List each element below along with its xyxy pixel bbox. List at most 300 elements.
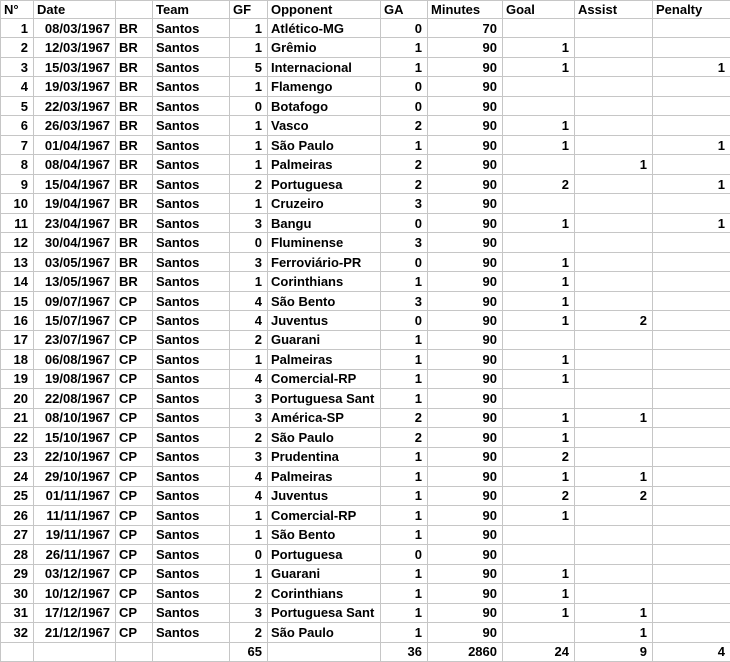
cell-goal[interactable]: [503, 19, 575, 38]
cell-ga[interactable]: 1: [381, 486, 428, 505]
cell-opponent[interactable]: São Bento: [268, 525, 381, 544]
cell-penalty[interactable]: [653, 486, 730, 505]
cell-date[interactable]: 15/10/1967: [34, 428, 116, 447]
cell-gf[interactable]: 1: [230, 506, 268, 525]
cell-ga[interactable]: 0: [381, 19, 428, 38]
cell-minutes[interactable]: 90: [428, 96, 503, 115]
cell-gf[interactable]: 1: [230, 116, 268, 135]
cell-minutes[interactable]: 90: [428, 428, 503, 447]
cell-team[interactable]: Santos: [153, 525, 230, 544]
cell-team[interactable]: Santos: [153, 272, 230, 291]
cell-gf[interactable]: 2: [230, 623, 268, 642]
cell-date[interactable]: 06/08/1967: [34, 350, 116, 369]
cell-penalty[interactable]: [653, 447, 730, 466]
cell-goal[interactable]: 1: [503, 428, 575, 447]
cell-goal[interactable]: 1: [503, 506, 575, 525]
cell-opponent[interactable]: Guarani: [268, 330, 381, 349]
cell-team[interactable]: Santos: [153, 19, 230, 38]
cell-goal[interactable]: [503, 77, 575, 96]
cell-team[interactable]: [153, 642, 230, 662]
cell-assist[interactable]: [575, 525, 653, 544]
cell-assist[interactable]: [575, 213, 653, 232]
cell-date[interactable]: 19/08/1967: [34, 369, 116, 388]
cell-opponent[interactable]: Portuguesa Sant: [268, 603, 381, 622]
cell-ga[interactable]: 1: [381, 272, 428, 291]
cell-goal[interactable]: 1: [503, 369, 575, 388]
cell-date[interactable]: 26/03/1967: [34, 116, 116, 135]
cell-date[interactable]: 30/04/1967: [34, 233, 116, 252]
cell-assist[interactable]: [575, 116, 653, 135]
cell-minutes[interactable]: 90: [428, 350, 503, 369]
cell-ga[interactable]: 36: [381, 642, 428, 662]
cell-date[interactable]: 29/10/1967: [34, 467, 116, 486]
cell-team[interactable]: Santos: [153, 467, 230, 486]
cell-assist[interactable]: 1: [575, 155, 653, 174]
cell-goal[interactable]: [503, 623, 575, 642]
cell-gf[interactable]: 2: [230, 174, 268, 193]
cell-ga[interactable]: 2: [381, 174, 428, 193]
cell-goal[interactable]: 1: [503, 38, 575, 57]
cell-ga[interactable]: 1: [381, 350, 428, 369]
cell-goal[interactable]: 1: [503, 272, 575, 291]
cell-goal[interactable]: 1: [503, 408, 575, 427]
cell-ga[interactable]: 1: [381, 564, 428, 583]
cell-penalty[interactable]: 4: [653, 642, 730, 662]
cell-opponent[interactable]: Portuguesa: [268, 174, 381, 193]
cell-comp[interactable]: CP: [116, 389, 153, 408]
cell-team[interactable]: Santos: [153, 174, 230, 193]
cell-goal[interactable]: [503, 155, 575, 174]
cell-ga[interactable]: 0: [381, 77, 428, 96]
cell-ga[interactable]: 0: [381, 96, 428, 115]
cell-opponent[interactable]: Comercial-RP: [268, 369, 381, 388]
column-header-team[interactable]: Team: [153, 1, 230, 19]
cell-ga[interactable]: 1: [381, 525, 428, 544]
cell-comp[interactable]: CP: [116, 623, 153, 642]
cell-opponent[interactable]: Internacional: [268, 57, 381, 76]
cell-goal[interactable]: 1: [503, 584, 575, 603]
cell-goal[interactable]: 1: [503, 291, 575, 310]
cell-assist[interactable]: [575, 252, 653, 271]
cell-n[interactable]: 9: [1, 174, 34, 193]
cell-opponent[interactable]: Guarani: [268, 564, 381, 583]
cell-n[interactable]: 12: [1, 233, 34, 252]
cell-gf[interactable]: 3: [230, 389, 268, 408]
cell-minutes[interactable]: 90: [428, 623, 503, 642]
cell-comp[interactable]: CP: [116, 486, 153, 505]
cell-n[interactable]: 11: [1, 213, 34, 232]
cell-team[interactable]: Santos: [153, 389, 230, 408]
cell-team[interactable]: Santos: [153, 506, 230, 525]
cell-opponent[interactable]: Flamengo: [268, 77, 381, 96]
cell-opponent[interactable]: São Paulo: [268, 135, 381, 154]
cell-comp[interactable]: CP: [116, 467, 153, 486]
column-header-n[interactable]: N°: [1, 1, 34, 19]
cell-n[interactable]: 19: [1, 369, 34, 388]
cell-comp[interactable]: BR: [116, 38, 153, 57]
cell-gf[interactable]: 4: [230, 486, 268, 505]
cell-goal[interactable]: [503, 233, 575, 252]
cell-goal[interactable]: 1: [503, 467, 575, 486]
cell-n[interactable]: 20: [1, 389, 34, 408]
cell-penalty[interactable]: 1: [653, 174, 730, 193]
cell-opponent[interactable]: Juventus: [268, 486, 381, 505]
cell-comp[interactable]: BR: [116, 233, 153, 252]
cell-n[interactable]: 10: [1, 194, 34, 213]
cell-goal[interactable]: 1: [503, 564, 575, 583]
cell-ga[interactable]: 1: [381, 330, 428, 349]
cell-gf[interactable]: 1: [230, 155, 268, 174]
cell-minutes[interactable]: 90: [428, 57, 503, 76]
cell-assist[interactable]: [575, 77, 653, 96]
cell-penalty[interactable]: [653, 252, 730, 271]
cell-date[interactable]: 15/07/1967: [34, 311, 116, 330]
cell-assist[interactable]: [575, 57, 653, 76]
cell-gf[interactable]: 1: [230, 19, 268, 38]
cell-ga[interactable]: 2: [381, 155, 428, 174]
cell-minutes[interactable]: 90: [428, 545, 503, 564]
cell-gf[interactable]: 4: [230, 291, 268, 310]
cell-team[interactable]: Santos: [153, 135, 230, 154]
cell-minutes[interactable]: 90: [428, 135, 503, 154]
cell-team[interactable]: Santos: [153, 447, 230, 466]
cell-team[interactable]: Santos: [153, 584, 230, 603]
cell-gf[interactable]: 5: [230, 57, 268, 76]
cell-n[interactable]: 22: [1, 428, 34, 447]
cell-team[interactable]: Santos: [153, 428, 230, 447]
column-header-penalty[interactable]: Penalty: [653, 1, 730, 19]
cell-gf[interactable]: 1: [230, 194, 268, 213]
cell-gf[interactable]: 4: [230, 311, 268, 330]
cell-assist[interactable]: 2: [575, 311, 653, 330]
cell-n[interactable]: 25: [1, 486, 34, 505]
cell-assist[interactable]: [575, 428, 653, 447]
cell-penalty[interactable]: [653, 291, 730, 310]
cell-team[interactable]: Santos: [153, 38, 230, 57]
cell-gf[interactable]: 2: [230, 428, 268, 447]
cell-penalty[interactable]: [653, 389, 730, 408]
cell-goal[interactable]: 1: [503, 57, 575, 76]
cell-goal[interactable]: 1: [503, 213, 575, 232]
cell-n[interactable]: 3: [1, 57, 34, 76]
cell-opponent[interactable]: Cruzeiro: [268, 194, 381, 213]
cell-opponent[interactable]: Portuguesa Sant: [268, 389, 381, 408]
cell-date[interactable]: 03/05/1967: [34, 252, 116, 271]
cell-ga[interactable]: 1: [381, 506, 428, 525]
cell-penalty[interactable]: [653, 525, 730, 544]
cell-assist[interactable]: 2: [575, 486, 653, 505]
cell-opponent[interactable]: Portuguesa: [268, 545, 381, 564]
cell-n[interactable]: 4: [1, 77, 34, 96]
cell-minutes[interactable]: 90: [428, 272, 503, 291]
cell-date[interactable]: 22/10/1967: [34, 447, 116, 466]
cell-minutes[interactable]: 90: [428, 584, 503, 603]
cell-n[interactable]: 26: [1, 506, 34, 525]
cell-penalty[interactable]: [653, 330, 730, 349]
cell-date[interactable]: 17/12/1967: [34, 603, 116, 622]
cell-opponent[interactable]: Juventus: [268, 311, 381, 330]
cell-n[interactable]: 23: [1, 447, 34, 466]
cell-gf[interactable]: 3: [230, 213, 268, 232]
cell-assist[interactable]: [575, 506, 653, 525]
cell-ga[interactable]: 1: [381, 38, 428, 57]
cell-ga[interactable]: 1: [381, 447, 428, 466]
cell-ga[interactable]: 3: [381, 233, 428, 252]
cell-opponent[interactable]: Grêmio: [268, 38, 381, 57]
cell-comp[interactable]: CP: [116, 350, 153, 369]
cell-minutes[interactable]: 90: [428, 389, 503, 408]
cell-goal[interactable]: 2: [503, 447, 575, 466]
column-header-opponent[interactable]: Opponent: [268, 1, 381, 19]
cell-date[interactable]: 23/07/1967: [34, 330, 116, 349]
cell-ga[interactable]: 1: [381, 603, 428, 622]
cell-minutes[interactable]: 2860: [428, 642, 503, 662]
cell-comp[interactable]: CP: [116, 525, 153, 544]
cell-gf[interactable]: 3: [230, 408, 268, 427]
cell-gf[interactable]: 0: [230, 545, 268, 564]
cell-penalty[interactable]: 1: [653, 57, 730, 76]
cell-goal[interactable]: 1: [503, 116, 575, 135]
cell-opponent[interactable]: Comercial-RP: [268, 506, 381, 525]
cell-team[interactable]: Santos: [153, 350, 230, 369]
cell-date[interactable]: 11/11/1967: [34, 506, 116, 525]
cell-team[interactable]: Santos: [153, 564, 230, 583]
cell-team[interactable]: Santos: [153, 96, 230, 115]
cell-goal[interactable]: [503, 389, 575, 408]
cell-date[interactable]: 13/05/1967: [34, 272, 116, 291]
cell-team[interactable]: Santos: [153, 213, 230, 232]
cell-ga[interactable]: 3: [381, 291, 428, 310]
cell-date[interactable]: 01/11/1967: [34, 486, 116, 505]
cell-minutes[interactable]: 90: [428, 603, 503, 622]
cell-comp[interactable]: CP: [116, 291, 153, 310]
cell-team[interactable]: Santos: [153, 623, 230, 642]
cell-minutes[interactable]: 90: [428, 330, 503, 349]
cell-gf[interactable]: 1: [230, 525, 268, 544]
cell-n[interactable]: 18: [1, 350, 34, 369]
cell-date[interactable]: 08/10/1967: [34, 408, 116, 427]
cell-opponent[interactable]: Bangu: [268, 213, 381, 232]
cell-minutes[interactable]: 70: [428, 19, 503, 38]
cell-date[interactable]: 08/04/1967: [34, 155, 116, 174]
cell-gf[interactable]: 1: [230, 272, 268, 291]
cell-assist[interactable]: [575, 447, 653, 466]
cell-n[interactable]: 6: [1, 116, 34, 135]
cell-n[interactable]: 1: [1, 19, 34, 38]
cell-team[interactable]: Santos: [153, 311, 230, 330]
cell-ga[interactable]: 1: [381, 467, 428, 486]
cell-ga[interactable]: 1: [381, 389, 428, 408]
cell-n[interactable]: 15: [1, 291, 34, 310]
cell-penalty[interactable]: [653, 77, 730, 96]
cell-n[interactable]: 2: [1, 38, 34, 57]
cell-assist[interactable]: 1: [575, 467, 653, 486]
cell-team[interactable]: Santos: [153, 155, 230, 174]
cell-goal[interactable]: 1: [503, 252, 575, 271]
cell-goal[interactable]: 1: [503, 603, 575, 622]
cell-comp[interactable]: BR: [116, 194, 153, 213]
cell-n[interactable]: 29: [1, 564, 34, 583]
cell-gf[interactable]: 1: [230, 77, 268, 96]
cell-opponent[interactable]: Ferroviário-PR: [268, 252, 381, 271]
cell-assist[interactable]: [575, 38, 653, 57]
cell-penalty[interactable]: [653, 38, 730, 57]
cell-n[interactable]: 27: [1, 525, 34, 544]
cell-n[interactable]: 32: [1, 623, 34, 642]
cell-date[interactable]: 15/03/1967: [34, 57, 116, 76]
cell-n[interactable]: 14: [1, 272, 34, 291]
cell-penalty[interactable]: [653, 350, 730, 369]
cell-comp[interactable]: BR: [116, 57, 153, 76]
cell-comp[interactable]: BR: [116, 96, 153, 115]
column-header-minutes[interactable]: Minutes: [428, 1, 503, 19]
cell-opponent[interactable]: Atlético-MG: [268, 19, 381, 38]
cell-penalty[interactable]: [653, 369, 730, 388]
cell-penalty[interactable]: [653, 116, 730, 135]
cell-ga[interactable]: 0: [381, 213, 428, 232]
cell-opponent[interactable]: Prudentina: [268, 447, 381, 466]
cell-minutes[interactable]: 90: [428, 408, 503, 427]
cell-assist[interactable]: [575, 135, 653, 154]
cell-comp[interactable]: BR: [116, 135, 153, 154]
cell-n[interactable]: 28: [1, 545, 34, 564]
cell-penalty[interactable]: [653, 584, 730, 603]
cell-gf[interactable]: 65: [230, 642, 268, 662]
column-header-assist[interactable]: Assist: [575, 1, 653, 19]
column-header-date[interactable]: Date: [34, 1, 116, 19]
cell-ga[interactable]: 3: [381, 194, 428, 213]
cell-team[interactable]: Santos: [153, 369, 230, 388]
cell-comp[interactable]: BR: [116, 174, 153, 193]
cell-penalty[interactable]: 1: [653, 213, 730, 232]
column-header-ga[interactable]: GA: [381, 1, 428, 19]
cell-team[interactable]: Santos: [153, 545, 230, 564]
cell-opponent[interactable]: Corinthians: [268, 272, 381, 291]
cell-penalty[interactable]: [653, 623, 730, 642]
cell-opponent[interactable]: São Paulo: [268, 623, 381, 642]
cell-comp[interactable]: CP: [116, 311, 153, 330]
cell-date[interactable]: 10/12/1967: [34, 584, 116, 603]
cell-assist[interactable]: [575, 194, 653, 213]
cell-minutes[interactable]: 90: [428, 447, 503, 466]
cell-n[interactable]: 5: [1, 96, 34, 115]
cell-comp[interactable]: CP: [116, 369, 153, 388]
cell-n[interactable]: 31: [1, 603, 34, 622]
cell-goal[interactable]: 1: [503, 311, 575, 330]
cell-comp[interactable]: BR: [116, 77, 153, 96]
cell-date[interactable]: 15/04/1967: [34, 174, 116, 193]
cell-opponent[interactable]: Palmeiras: [268, 155, 381, 174]
cell-date[interactable]: 23/04/1967: [34, 213, 116, 232]
cell-n[interactable]: 21: [1, 408, 34, 427]
cell-n[interactable]: 13: [1, 252, 34, 271]
cell-ga[interactable]: 2: [381, 428, 428, 447]
cell-opponent[interactable]: São Bento: [268, 291, 381, 310]
cell-minutes[interactable]: 90: [428, 213, 503, 232]
cell-minutes[interactable]: 90: [428, 467, 503, 486]
cell-penalty[interactable]: [653, 96, 730, 115]
cell-comp[interactable]: CP: [116, 584, 153, 603]
cell-team[interactable]: Santos: [153, 291, 230, 310]
cell-assist[interactable]: [575, 291, 653, 310]
cell-opponent[interactable]: Corinthians: [268, 584, 381, 603]
cell-team[interactable]: Santos: [153, 252, 230, 271]
cell-n[interactable]: 7: [1, 135, 34, 154]
cell-minutes[interactable]: 90: [428, 155, 503, 174]
cell-minutes[interactable]: 90: [428, 564, 503, 583]
cell-ga[interactable]: 2: [381, 116, 428, 135]
cell-opponent[interactable]: São Paulo: [268, 428, 381, 447]
cell-opponent[interactable]: América-SP: [268, 408, 381, 427]
cell-goal[interactable]: [503, 194, 575, 213]
cell-comp[interactable]: CP: [116, 330, 153, 349]
cell-gf[interactable]: 3: [230, 252, 268, 271]
cell-comp[interactable]: CP: [116, 564, 153, 583]
cell-minutes[interactable]: 90: [428, 525, 503, 544]
cell-ga[interactable]: 1: [381, 584, 428, 603]
cell-gf[interactable]: 0: [230, 96, 268, 115]
cell-team[interactable]: Santos: [153, 408, 230, 427]
cell-minutes[interactable]: 90: [428, 311, 503, 330]
cell-assist[interactable]: [575, 545, 653, 564]
cell-team[interactable]: Santos: [153, 233, 230, 252]
cell-assist[interactable]: [575, 174, 653, 193]
cell-goal[interactable]: 1: [503, 350, 575, 369]
cell-team[interactable]: Santos: [153, 77, 230, 96]
cell-opponent[interactable]: Palmeiras: [268, 467, 381, 486]
cell-penalty[interactable]: [653, 467, 730, 486]
cell-opponent[interactable]: Palmeiras: [268, 350, 381, 369]
cell-date[interactable]: 26/11/1967: [34, 545, 116, 564]
cell-assist[interactable]: [575, 564, 653, 583]
cell-assist[interactable]: [575, 330, 653, 349]
cell-date[interactable]: 12/03/1967: [34, 38, 116, 57]
cell-team[interactable]: Santos: [153, 194, 230, 213]
cell-date[interactable]: 22/03/1967: [34, 96, 116, 115]
cell-assist[interactable]: [575, 389, 653, 408]
cell-penalty[interactable]: [653, 428, 730, 447]
cell-penalty[interactable]: 1: [653, 135, 730, 154]
cell-goal[interactable]: 2: [503, 174, 575, 193]
cell-penalty[interactable]: [653, 194, 730, 213]
cell-gf[interactable]: 2: [230, 584, 268, 603]
cell-minutes[interactable]: 90: [428, 77, 503, 96]
cell-n[interactable]: 24: [1, 467, 34, 486]
cell-minutes[interactable]: 90: [428, 486, 503, 505]
cell-comp[interactable]: CP: [116, 428, 153, 447]
cell-date[interactable]: 19/11/1967: [34, 525, 116, 544]
cell-comp[interactable]: BR: [116, 19, 153, 38]
cell-comp[interactable]: CP: [116, 447, 153, 466]
cell-gf[interactable]: 2: [230, 330, 268, 349]
column-header-gf[interactable]: GF: [230, 1, 268, 19]
cell-penalty[interactable]: [653, 564, 730, 583]
cell-goal[interactable]: [503, 330, 575, 349]
cell-gf[interactable]: 1: [230, 350, 268, 369]
cell-minutes[interactable]: 90: [428, 369, 503, 388]
cell-opponent[interactable]: Vasco: [268, 116, 381, 135]
cell-team[interactable]: Santos: [153, 603, 230, 622]
cell-minutes[interactable]: 90: [428, 506, 503, 525]
column-header-comp[interactable]: [116, 1, 153, 19]
cell-assist[interactable]: [575, 369, 653, 388]
cell-minutes[interactable]: 90: [428, 233, 503, 252]
cell-comp[interactable]: BR: [116, 272, 153, 291]
cell-date[interactable]: 03/12/1967: [34, 564, 116, 583]
cell-goal[interactable]: [503, 525, 575, 544]
cell-penalty[interactable]: [653, 155, 730, 174]
cell-assist[interactable]: [575, 350, 653, 369]
